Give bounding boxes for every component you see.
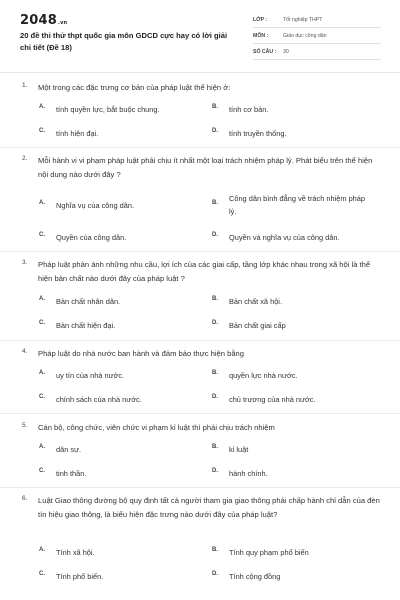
option-key: A. — [39, 547, 45, 553]
meta-value: 30 — [283, 49, 289, 55]
option-text: tính hiện đại. — [56, 129, 99, 138]
question-divider — [0, 413, 400, 414]
meta-row-subject — [253, 30, 381, 44]
document-title: 20 đề thi thử thpt quốc gia môn GDCD cực hay có lời giải chi tiết (Đề 18) — [20, 31, 228, 52]
option-text: Bản chất hiện đại. — [56, 321, 116, 330]
option-key: A. — [39, 444, 45, 450]
question-text: Cán bộ, công chức, viên chức vi phạm kỉ luật thì phải chịu trách nhiệm — [38, 423, 275, 432]
question-divider — [0, 340, 400, 341]
option-text: Công dân bình đẳng về trách nhiệm pháp lý. — [229, 194, 366, 216]
option-text: tính truyền thống. — [229, 129, 287, 138]
question-divider — [0, 147, 400, 148]
option-text: tính cơ bản. — [229, 105, 269, 114]
option-key: D. — [212, 571, 218, 577]
option-text: Bản chất xã hội. — [229, 297, 283, 306]
document-header — [0, 0, 400, 72]
question-text: Pháp luật do nhà nước ban hành và đảm bảo thực hiện bằng — [38, 349, 244, 358]
site-logo[interactable] — [20, 13, 67, 28]
option-key: C. — [39, 232, 45, 238]
option-key: D. — [212, 394, 218, 400]
option-key: D. — [212, 128, 218, 134]
option-key: C. — [39, 320, 45, 326]
option-text: dân sự. — [56, 445, 82, 454]
question-text: Pháp luật phản ánh những nhu cầu, lợi ích của các giai cấp, tầng lớp khác nhau trong xã hội là thể hiện bản chất nào dưới đây của pháp luật ? — [38, 260, 371, 283]
meta-label: MÔN : — [253, 33, 269, 39]
option-text: Bản chất nhân dân. — [56, 297, 121, 306]
question-number: 4. — [22, 348, 28, 355]
document-meta — [253, 14, 381, 62]
option-key: A. — [39, 370, 45, 376]
question-text: Mỗi hành vi vi phạm pháp luật phải chịu ít nhất một loại trách nhiệm pháp lý. Phát biểu trên thể hiện nội dung nào dưới đây ? — [38, 156, 373, 179]
option-key: B. — [212, 296, 218, 302]
question-text: Một trong các đặc trưng cơ bản của pháp luật thể hiện ở: — [38, 83, 231, 92]
option-key: D. — [212, 232, 218, 238]
option-text: Bản chất giai cấp — [229, 321, 286, 330]
option-key: B. — [212, 444, 218, 450]
header-divider — [0, 72, 400, 73]
option-key: D. — [212, 468, 218, 474]
option-key: A. — [39, 104, 45, 110]
question-number: 3. — [22, 259, 28, 266]
question-number: 5. — [22, 422, 28, 429]
option-text: chủ trương của nhà nước. — [229, 395, 316, 404]
option-text: Tính xã hội. — [56, 548, 95, 557]
option-text: Tính quy phạm phổ biến — [229, 548, 309, 557]
option-text: tính quyền lực, bắt buộc chung. — [56, 105, 160, 114]
option-key: B. — [212, 547, 218, 553]
option-key: B. — [212, 104, 218, 110]
option-text: uy tín của nhà nước. — [56, 371, 125, 380]
option-key: D. — [212, 320, 218, 326]
option-text: tinh thần. — [56, 469, 87, 478]
question-number: 6. — [22, 495, 28, 502]
option-key: C. — [39, 394, 45, 400]
question-divider — [0, 487, 400, 488]
option-text: hành chính. — [229, 469, 268, 478]
option-key: C. — [39, 468, 45, 474]
option-key: A. — [39, 296, 45, 302]
question-divider — [0, 251, 400, 252]
option-key: C. — [39, 128, 45, 134]
meta-value: Tốt nghiệp THPT — [283, 17, 323, 23]
logo-main: 2048 — [20, 13, 57, 28]
option-text: kỉ luật — [229, 445, 249, 454]
option-text: Tính cộng đồng — [229, 572, 281, 581]
option-key: C. — [39, 571, 45, 577]
option-key: B. — [212, 370, 218, 376]
option-text: Quyền và nghĩa vụ của công dân. — [229, 233, 340, 242]
option-text: Quyền của công dân. — [56, 233, 127, 242]
option-key: B. — [212, 200, 218, 206]
question-number: 2. — [22, 155, 28, 162]
meta-label: SỐ CÂU : — [253, 49, 277, 55]
option-text: Tính phổ biến. — [56, 572, 104, 581]
logo-domain: .vn — [57, 20, 68, 26]
meta-value: Giáo dục công dân — [283, 33, 327, 39]
meta-row-count — [253, 46, 381, 60]
meta-label: LỚP : — [253, 17, 268, 23]
option-text: chính sách của nhà nước. — [56, 395, 142, 404]
option-key: A. — [39, 200, 45, 206]
meta-row-class — [253, 14, 381, 28]
question-number: 1. — [22, 82, 28, 89]
option-text: quyền lực nhà nước. — [229, 371, 298, 380]
question-text: Luật Giao thông đường bộ quy định tất cả người tham gia giao thông phải chấp hành chỉ dẫn của đèn tín hiệu giao thông, là biểu hiện đặc trưng nào dưới đây của pháp luật? — [38, 496, 380, 519]
option-text: Nghĩa vụ của công dân. — [56, 201, 135, 210]
